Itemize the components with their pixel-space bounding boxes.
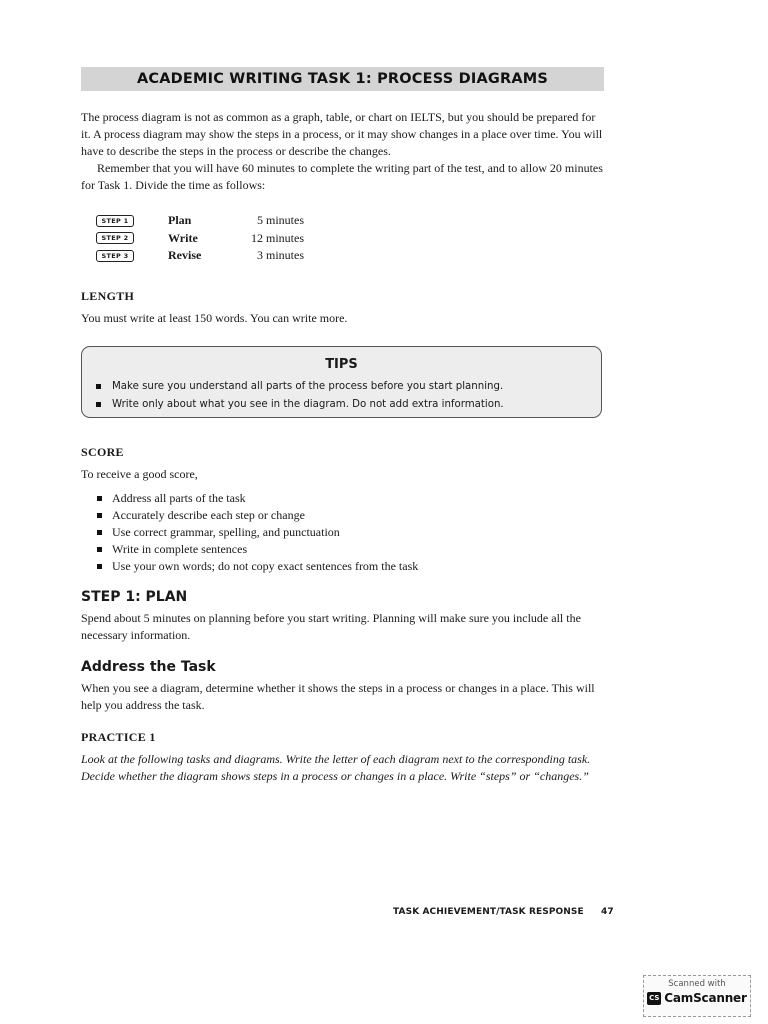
practice-heading: PRACTICE 1: [81, 729, 156, 744]
page-title: ACADEMIC WRITING TASK 1: PROCESS DIAGRAMS: [81, 67, 604, 91]
watermark-brand: [644, 991, 750, 1005]
step-row: [81, 247, 606, 265]
camscanner-watermark: [643, 975, 751, 1017]
tip-item: [96, 396, 601, 414]
watermark-caption: Scanned with: [668, 979, 726, 989]
intro-paragraph-2: Remember that you will have 60 minutes to complete the writing part of the test, and to allow 20 minutes for Task 1. Divide the time as follows:: [81, 161, 603, 192]
length-heading: LENGTH: [81, 288, 135, 303]
page-content: [81, 67, 606, 785]
score-lead: To receive a good score,: [81, 466, 198, 481]
list-item-text: Write in complete sentences: [112, 541, 248, 556]
step-name: Plan: [168, 213, 192, 228]
list-item: [97, 490, 606, 507]
step-name: Revise: [168, 248, 202, 263]
step-time: 5 minutes: [257, 213, 304, 228]
length-text: You must write at least 150 words. You can write more.: [81, 310, 348, 325]
step-row: [81, 230, 606, 248]
watermark-name: CamScanner: [664, 991, 747, 1005]
bullet-square-icon: [97, 564, 102, 569]
bullet-square-icon: [97, 547, 102, 552]
tip-text: Write only about what you see in the diagram. Do not add extra information.: [112, 398, 504, 410]
step1-heading: STEP 1: PLAN: [81, 588, 188, 605]
footer-label: TASK ACHIEVEMENT/TASK RESPONSE: [393, 907, 584, 917]
list-item: [97, 558, 606, 575]
list-item: [97, 541, 606, 558]
bullet-square-icon: [97, 513, 102, 518]
bullet-square-icon: [97, 530, 102, 535]
practice-text: Look at the following tasks and diagrams. Write the letter of each diagram next to the corresponding task. Decide whether the diagram shows steps in a process or changes in a place. Write “steps” or “changes.”: [81, 751, 591, 783]
score-heading: SCORE: [81, 444, 124, 459]
list-item-text: Accurately describe each step or change: [112, 507, 305, 522]
tip-item: [96, 378, 601, 396]
step-time: 12 minutes: [251, 230, 304, 245]
address-heading: Address the Task: [81, 658, 216, 675]
camscanner-logo-icon: CS: [647, 992, 661, 1005]
intro-paragraph: The process diagram is not as common as a graph, table, or chart on IELTS, but you should be prepared for it. A process diagram may show the steps in a process, or it may show changes in a place over time. You will have to describe the steps in the process or describe the changes.: [81, 110, 603, 158]
page-number: 47: [600, 907, 614, 917]
bullet-square-icon: [97, 496, 102, 501]
bullet-square-icon: [96, 402, 101, 407]
address-text: When you see a diagram, determine whether it shows the steps in a process or changes in a place. This will help you address the task.: [81, 680, 595, 712]
step-time-table: [81, 212, 606, 265]
bullet-square-icon: [96, 384, 101, 389]
score-list: [81, 490, 606, 575]
step-badge: STEP 1: [96, 215, 134, 227]
list-item-text: Use correct grammar, spelling, and punctuation: [112, 524, 340, 539]
list-item-text: Address all parts of the task: [112, 490, 246, 505]
step-name: Write: [168, 230, 198, 245]
list-item: [97, 524, 606, 541]
tip-text: Make sure you understand all parts of the process before you start planning.: [112, 380, 504, 392]
list-item-text: Use your own words; do not copy exact sentences from the task: [112, 558, 419, 573]
step1-text: Spend about 5 minutes on planning before you start writing. Planning will make sure you include all the necessary information.: [81, 610, 581, 642]
step-row: [81, 212, 606, 230]
tips-title: TIPS: [325, 356, 358, 372]
step-badge: STEP 2: [96, 232, 134, 244]
tips-list: [82, 378, 601, 414]
page-footer: [393, 907, 633, 917]
step-time: 3 minutes: [257, 248, 304, 263]
tips-box: [81, 346, 602, 418]
step-badge: STEP 3: [96, 250, 134, 262]
list-item: [97, 507, 606, 524]
